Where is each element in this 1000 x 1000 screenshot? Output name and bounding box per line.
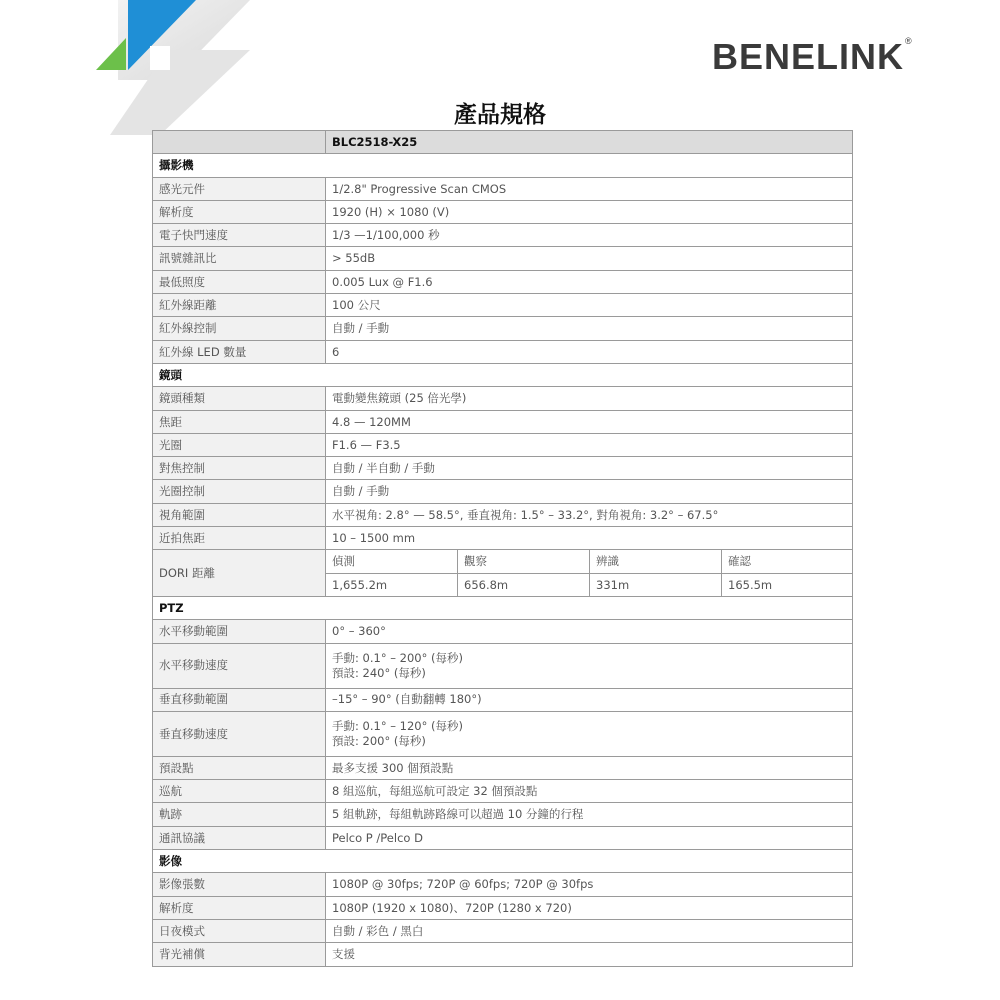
spec-value xyxy=(326,643,853,688)
spec-row xyxy=(153,457,853,480)
spec-label: 通訊協議 xyxy=(153,826,326,849)
spec-value: 8 組巡航，每組巡航可設定 32 個預設點 xyxy=(326,780,853,803)
brand-name: BENELINK xyxy=(712,36,905,77)
section-camera xyxy=(153,154,853,177)
model-header-row xyxy=(153,131,853,154)
spec-label: 最低照度 xyxy=(153,270,326,293)
spec-value: 支援 xyxy=(326,943,853,966)
dori-header-cell: 偵測 xyxy=(326,550,458,573)
spec-row xyxy=(153,688,853,711)
spec-value: 最多支援 300 個預設點 xyxy=(326,756,853,779)
spec-row xyxy=(153,224,853,247)
spec-label: 垂直移動範圍 xyxy=(153,688,326,711)
spec-row xyxy=(153,270,853,293)
spec-row xyxy=(153,620,853,643)
spec-row xyxy=(153,826,853,849)
spec-value: 水平視角: 2.8° — 58.5°, 垂直視角: 1.5° – 33.2°, 對角視角: 3.2° – 67.5° xyxy=(326,503,853,526)
spec-value: 自動 / 半自動 / 手動 xyxy=(326,457,853,480)
dori-label: DORI 距離 xyxy=(153,550,326,597)
dori-header-row xyxy=(153,550,853,573)
spec-row xyxy=(153,433,853,456)
spec-row xyxy=(153,873,853,896)
spec-value: 1080P @ 30fps; 720P @ 60fps; 720P @ 30fps xyxy=(326,873,853,896)
section-lens xyxy=(153,363,853,386)
spec-label: 水平移動速度 xyxy=(153,643,326,688)
spec-label: 鏡頭種類 xyxy=(153,387,326,410)
spec-row xyxy=(153,803,853,826)
spec-label: 近拍焦距 xyxy=(153,527,326,550)
spec-label: 解析度 xyxy=(153,896,326,919)
spec-label: 紅外線 LED 數量 xyxy=(153,340,326,363)
dori-header-cell: 確認 xyxy=(722,550,853,573)
spec-row xyxy=(153,480,853,503)
spec-value: 自動 / 手動 xyxy=(326,317,853,340)
spec-value xyxy=(326,711,853,756)
spec-value-line: 預設: 240° (每秒) xyxy=(332,665,426,680)
spec-value: 0.005 Lux @ F1.6 xyxy=(326,270,853,293)
spec-label: 背光補償 xyxy=(153,943,326,966)
model-name: BLC2518-X25 xyxy=(326,131,853,154)
spec-row xyxy=(153,200,853,223)
spec-value: 自動 / 手動 xyxy=(326,480,853,503)
section-title: PTZ xyxy=(153,596,853,619)
spec-value-line: 預設: 200° (每秒) xyxy=(332,733,426,748)
spec-row xyxy=(153,340,853,363)
spec-label: 紅外線控制 xyxy=(153,317,326,340)
spec-label: 巡航 xyxy=(153,780,326,803)
spec-row xyxy=(153,943,853,966)
spec-value: 1920 (H) × 1080 (V) xyxy=(326,200,853,223)
spec-row xyxy=(153,317,853,340)
spec-label: 視角範圍 xyxy=(153,503,326,526)
section-title: 影像 xyxy=(153,850,853,873)
spec-table-body xyxy=(153,131,853,967)
spec-label: 光圈控制 xyxy=(153,480,326,503)
spec-label: 垂直移動速度 xyxy=(153,711,326,756)
spec-row xyxy=(153,756,853,779)
dori-value-cell: 1,655.2m xyxy=(326,573,458,596)
dori-value-cell: 165.5m xyxy=(722,573,853,596)
spec-value: 自動 / 彩色 / 黑白 xyxy=(326,919,853,942)
registered-mark: ® xyxy=(905,36,913,46)
spec-label: 對焦控制 xyxy=(153,457,326,480)
spec-row xyxy=(153,643,853,688)
section-image xyxy=(153,850,853,873)
page-title: 產品規格 xyxy=(454,102,546,128)
spec-value: 5 組軌跡，每組軌跡路線可以超過 10 分鐘的行程 xyxy=(326,803,853,826)
spec-value: > 55dB xyxy=(326,247,853,270)
spec-label: 紅外線距離 xyxy=(153,294,326,317)
dori-header-cell: 辨識 xyxy=(590,550,722,573)
spec-table xyxy=(152,130,853,967)
spec-label: 解析度 xyxy=(153,200,326,223)
spec-value: F1.6 — F3.5 xyxy=(326,433,853,456)
spec-row xyxy=(153,387,853,410)
spec-value: 10 – 1500 mm xyxy=(326,527,853,550)
dori-header-cell: 觀察 xyxy=(458,550,590,573)
section-ptz xyxy=(153,596,853,619)
section-title: 鏡頭 xyxy=(153,363,853,386)
spec-label: 水平移動範圍 xyxy=(153,620,326,643)
spec-label: 感光元件 xyxy=(153,177,326,200)
spec-row xyxy=(153,410,853,433)
spec-label: 日夜模式 xyxy=(153,919,326,942)
spec-row xyxy=(153,780,853,803)
spec-value: 4.8 — 120MM xyxy=(326,410,853,433)
spec-value: –15° – 90° (自動翻轉 180°) xyxy=(326,688,853,711)
brand-logo xyxy=(712,36,913,78)
spec-value: 100 公尺 xyxy=(326,294,853,317)
spec-value: 1/3 —1/100,000 秒 xyxy=(326,224,853,247)
spec-row xyxy=(153,177,853,200)
spec-label: 軌跡 xyxy=(153,803,326,826)
spec-value: 1/2.8" Progressive Scan CMOS xyxy=(326,177,853,200)
dori-value-cell: 656.8m xyxy=(458,573,590,596)
section-title: 攝影機 xyxy=(153,154,853,177)
spec-row xyxy=(153,896,853,919)
model-header-blank xyxy=(153,131,326,154)
spec-value-line: 手動: 0.1° – 120° (每秒) xyxy=(332,719,463,734)
spec-label: 訊號雜訊比 xyxy=(153,247,326,270)
spec-row xyxy=(153,294,853,317)
spec-value-line: 手動: 0.1° – 200° (每秒) xyxy=(332,651,463,666)
spec-value: Pelco P /Pelco D xyxy=(326,826,853,849)
spec-row xyxy=(153,527,853,550)
spec-label: 影像張數 xyxy=(153,873,326,896)
spec-value: 電動變焦鏡頭 (25 倍光學) xyxy=(326,387,853,410)
spec-row xyxy=(153,919,853,942)
spec-value: 1080P (1920 x 1080)、720P (1280 x 720) xyxy=(326,896,853,919)
spec-label: 電子快門速度 xyxy=(153,224,326,247)
spec-label: 預設點 xyxy=(153,756,326,779)
spec-value: 0° – 360° xyxy=(326,620,853,643)
spec-label: 光圈 xyxy=(153,433,326,456)
spec-row xyxy=(153,711,853,756)
spec-label: 焦距 xyxy=(153,410,326,433)
dori-value-cell: 331m xyxy=(590,573,722,596)
spec-row xyxy=(153,247,853,270)
spec-value: 6 xyxy=(326,340,853,363)
spec-row xyxy=(153,503,853,526)
